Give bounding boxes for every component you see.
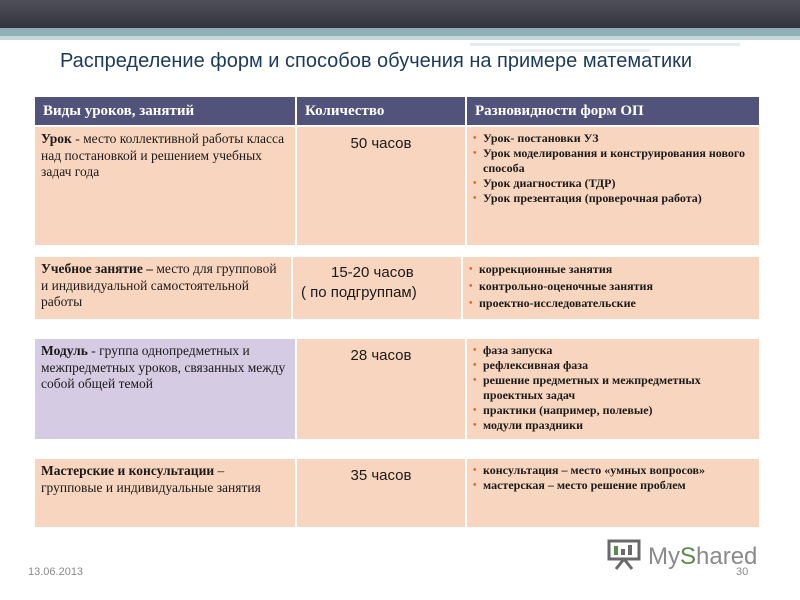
quantity-line: 15-20 часов — [331, 264, 414, 281]
logo-text: MyShared — [648, 542, 758, 570]
forms-list — [467, 339, 759, 437]
forms-list — [463, 257, 759, 315]
list-item: • рефлексивная фаза — [473, 358, 753, 373]
top-stripe — [0, 28, 800, 36]
row-module-description — [34, 338, 296, 440]
row-lesson-description — [34, 126, 296, 246]
presentation-board-icon — [606, 538, 642, 575]
row-study-session-quantity — [292, 256, 462, 320]
row-module-forms — [466, 338, 760, 440]
list-item: • мастерская – место решение проблем — [473, 478, 753, 493]
row-study-session-forms — [462, 256, 760, 320]
row-study-session-description — [34, 256, 292, 320]
list-item: • Урок презентация (проверочная работа) — [473, 191, 753, 206]
list-item: • проектно-исследовательские — [469, 296, 753, 311]
list-item: • консультация – место «умных вопросов» — [473, 463, 753, 478]
list-item: • контрольно-оценочные занятия — [469, 279, 753, 294]
slide-title: Распределение форм и способов обучения на примере математики — [60, 50, 693, 72]
slide-page-number: 30 — [736, 566, 749, 578]
row-workshops-forms — [466, 458, 760, 528]
row-desc: место для групповой и индивидуальной самостоятельной работы — [41, 261, 277, 309]
list-item: • Урок диагностика (ТДР) — [473, 176, 753, 191]
row-term: Учебное занятие – — [41, 261, 153, 276]
row-term: Модуль — [41, 343, 88, 358]
header-lesson-types: Виды уроков, занятий — [34, 96, 296, 126]
row-desc: – групповые и индивидуальные занятия — [41, 463, 261, 495]
row-desc: - группа однопредметных и межпредметных уроков, связанных между собой общей темой — [41, 343, 286, 391]
slide-date: 13.06.2013 — [28, 566, 84, 578]
list-item: • модули праздники — [473, 418, 753, 433]
myshared-logo — [606, 538, 757, 575]
list-item: • коррекционные занятия — [469, 262, 753, 277]
list-item: • фаза запуска — [473, 343, 753, 358]
row-workshops-quantity: 35 часов — [296, 458, 466, 528]
list-item: • Урок- постановки УЗ — [473, 131, 753, 146]
forms-list — [467, 127, 759, 210]
row-desc: - место коллективной работы класса над постановкой и решением учебных задач года — [41, 131, 285, 179]
top-bar — [0, 0, 800, 28]
list-item: • Урок моделирования и конструирования нового способа — [473, 146, 753, 176]
row-lesson-forms — [466, 126, 760, 246]
row-term: Мастерские и консультации — [41, 463, 215, 478]
top-stripe-light — [0, 36, 800, 40]
list-item: • решение предметных и межпредметных проектных задач — [473, 373, 753, 403]
row-module-quantity: 28 часов — [296, 338, 466, 440]
row-lesson-quantity: 50 часов — [296, 126, 466, 246]
quantity-note: ( по подгруппам) — [301, 284, 417, 301]
header-quantity: Количество — [296, 96, 466, 126]
list-item: • практики (например, полевые) — [473, 403, 753, 418]
row-workshops-description — [34, 458, 296, 528]
header-form-varieties: Разновидности форм ОП — [466, 96, 760, 126]
row-term: Урок — [41, 131, 72, 146]
forms-list — [467, 459, 759, 497]
accent-line — [470, 43, 740, 46]
